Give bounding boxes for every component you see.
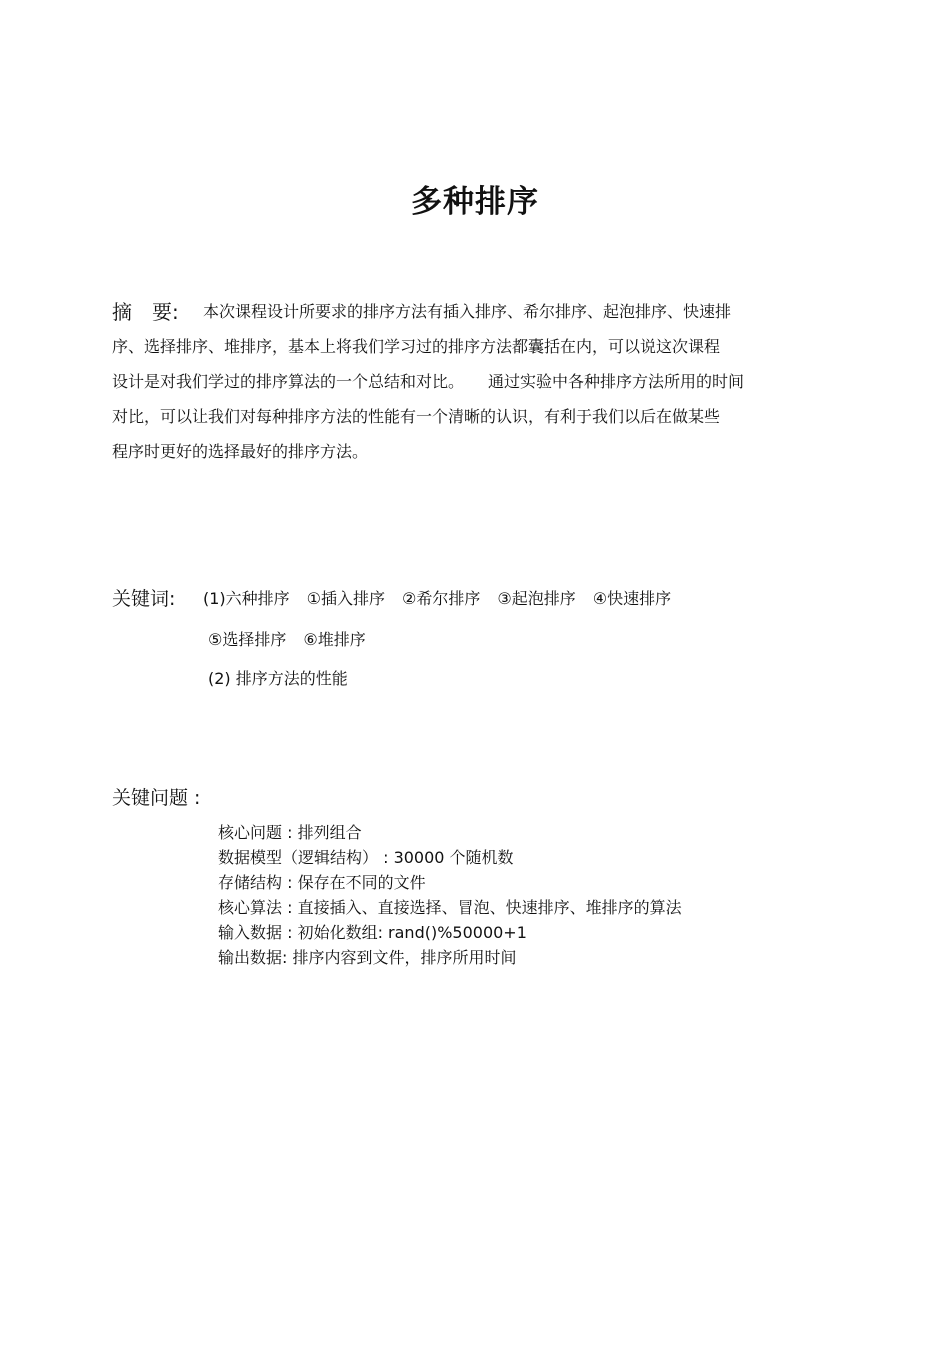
keyword-item: ⑤选择排序 [208,630,287,649]
keyword-item: (1)六种排序 [203,589,290,608]
keyword-item: ①插入排序 [306,589,386,608]
page-title: 多种排序 [411,184,539,220]
keywords-label: 关键词: [112,588,176,610]
key-question-item: 输入数据 : 初始化数组: rand()%50000+1 [218,923,527,942]
keyword-item: ④快速排序 [592,589,672,608]
key-questions-label: 关键问题 : [112,787,201,809]
abstract-line-2: 序、选择排序、堆排序，基本上将我们学习过的排序方法都囊括在内，可以说这次课程 [112,337,721,356]
key-question-item: 核心问题 : 排列组合 [218,823,362,842]
abstract-line-1: 本次课程设计所要求的排序方法有插入排序、希尔排序、起泡排序、快速排 [203,302,732,321]
keyword-item: ③起泡排序 [497,589,576,608]
abstract-line-4: 对比，可以让我们对每种排序方法的性能有一个清晰的认识，有利于我们以后在做某些 [112,407,721,426]
keywords-line-1 [203,587,671,611]
key-question-item: 输出数据: 排序内容到文件，排序所用时间 [218,948,517,967]
keyword-item: ②希尔排序 [402,589,481,608]
key-question-item: 核心算法 : 直接插入、直接选择、冒泡、快速排序、堆排序的算法 [218,898,682,917]
abstract-line-5: 程序时更好的选择最好的排序方法。 [112,442,369,461]
key-question-item: 数据模型（逻辑结构） : 30000 个随机数 [218,848,514,867]
key-question-item: 存储结构 : 保存在不同的文件 [218,873,426,892]
abstract-line-3: 设计是对我们学过的排序算法的一个总结和对比。 通过实验中各种排序方法所用的时间 [112,372,745,391]
keywords-line-2 [208,628,366,652]
abstract-label: 摘 要: [112,300,179,324]
keywords-line-3: (2) 排序方法的性能 [208,669,348,688]
keyword-item: ⑥堆排序 [303,630,366,649]
